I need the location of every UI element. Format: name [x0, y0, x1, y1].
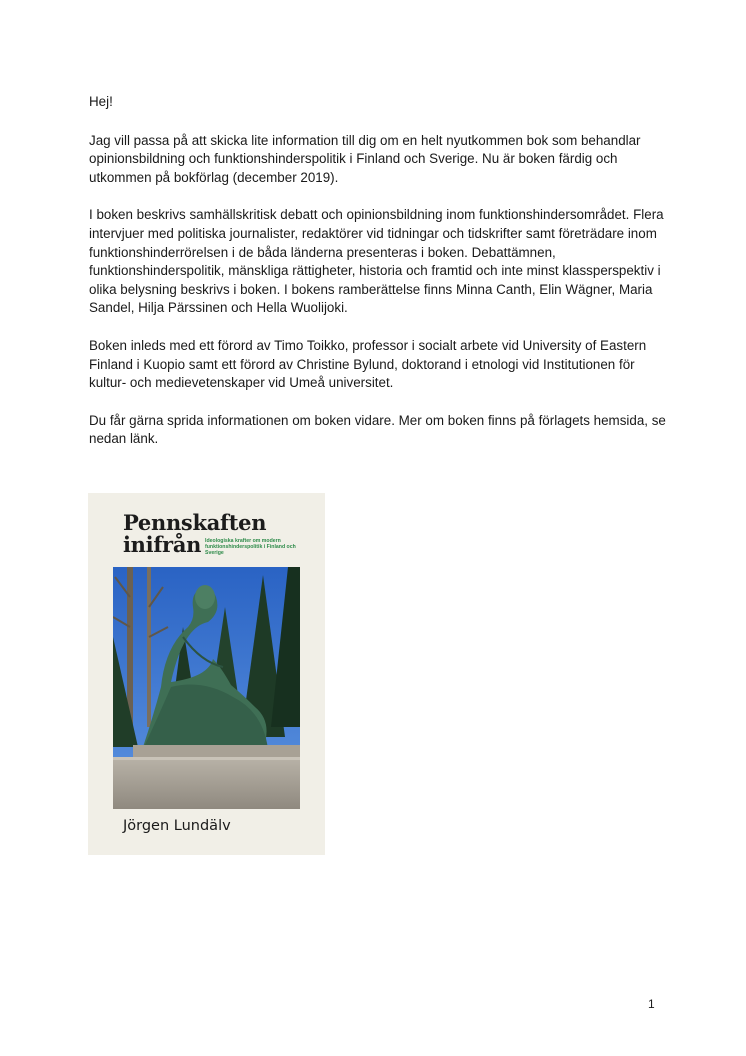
statue-photo-image	[113, 567, 300, 809]
paragraph-3: Boken inleds med ett förord av Timo Toikko, professor i socialt arbete vid University of Eastern Finland i Kuopio samt ett förord av Christine Bylund, doktorand i etnologi vid Institutionen för kultur- och medievetenskaper vid Umeå universitet.	[89, 337, 647, 391]
book-subtitle: Ideologiska krafter om modern funktionshinderspolitik i Finland och Sverige	[205, 538, 296, 557]
paragraph-2: I boken beskrivs samhällskritisk debatt och opinionsbildning inom funktionshindersområdet. Flera intervjuer med politiska journalister, redaktörer vid tidningar och tidskrifter samt företrädare inom funktionshinderrörelsen i de båda länderna presenteras i boken. Debattämnen, funktionshinderspolitik, mänskliga rättigheter, historia och framtid och inte minst klassperspektiv i olika belysning beskrivs i boken. I bokens ramberättelse finns Minna Canth, Elin Wägner, Maria Sandel, Hilja Pärssinen och Hella Wuolijoki.	[89, 207, 664, 316]
book-cover	[88, 493, 325, 855]
page-number: 1	[648, 997, 655, 1011]
greeting: Hej!	[89, 94, 113, 109]
book-title-line-1: Pennskaften	[123, 510, 267, 535]
paragraph-1: Jag vill passa på att skicka lite information till dig om en helt nyutkommen bok som behandlar opinionsbildning och funktionshinderspolitik i Finland och Sverige. Nu är boken färdig och utkommen på bokförlag (december 2019).	[89, 132, 641, 185]
letter-body	[89, 93, 669, 468]
paragraph-4: Du får gärna sprida informationen om boken vidare. Mer om boken finns på förlagets hemsida, se nedan länk.	[89, 412, 666, 447]
book-title-line-2: inifrån	[123, 532, 202, 557]
book-author: Jörgen Lundälv	[123, 818, 231, 834]
statue-photo	[113, 567, 300, 809]
